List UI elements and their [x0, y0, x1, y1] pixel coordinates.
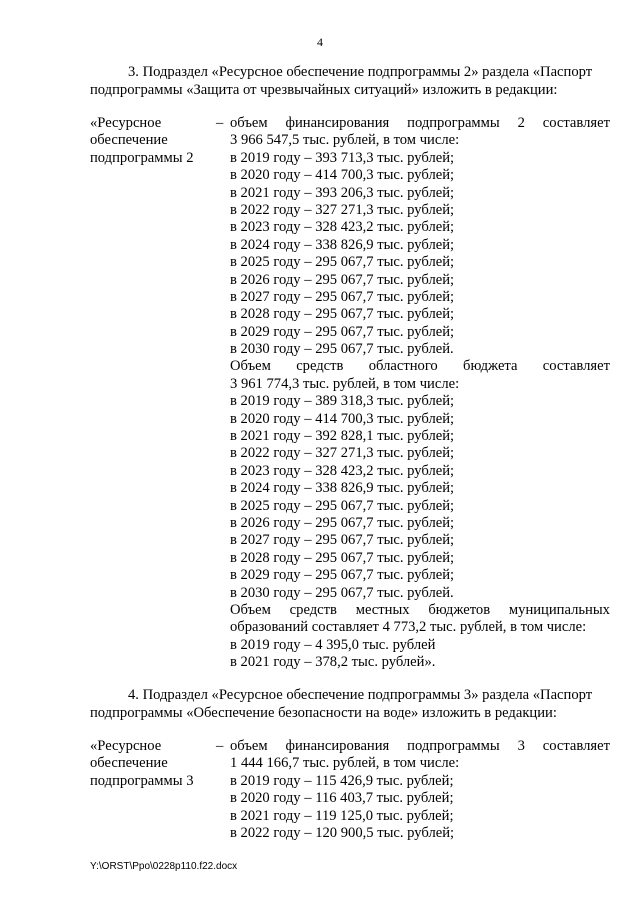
word: составляет	[542, 358, 610, 375]
label-line: обеспечение	[90, 132, 168, 149]
regional-year-list	[230, 393, 610, 602]
word: местных	[355, 601, 410, 618]
year-item: в 2021 году – 393 206,3 тыс. рублей;	[230, 184, 455, 201]
paragraph-3-line-1: 3. Подраздел «Ресурсное обеспечение подпрограммы 2» раздела «Паспорт	[128, 64, 593, 80]
paragraph-4-line-1: 4. Подраздел «Ресурсное обеспечение подпрограммы 3» раздела «Паспорт	[128, 687, 593, 703]
total-amount: 1 444 166,7 тыс. рублей, в том числе:	[230, 755, 460, 772]
word: Объем	[230, 358, 271, 375]
year-item: в 2030 году – 295 067,7 тыс. рублей.	[230, 341, 454, 358]
year-item: в 2019 году – 4 395,0 тыс. рублей	[230, 636, 436, 653]
local-amount: образований составляет 4 773,2 тыс. рублей, в том числе:	[230, 619, 587, 636]
word: подпрограммы	[407, 115, 500, 131]
word: объем	[230, 115, 268, 131]
page-number: 4	[317, 35, 323, 49]
local-budget-line	[230, 602, 610, 619]
year-item: в 2025 году – 295 067,7 тыс. рублей;	[230, 497, 455, 514]
dash: –	[216, 115, 224, 131]
total-funding-line	[230, 115, 610, 132]
section-content	[230, 738, 610, 842]
word: средств	[289, 601, 337, 618]
word: финансирования	[285, 738, 390, 754]
year-item: в 2027 году – 295 067,7 тыс. рублей;	[230, 288, 455, 305]
label-line: подпрограммы 2	[90, 149, 194, 166]
section-label	[90, 115, 216, 672]
section-label	[90, 738, 216, 842]
file-path-footer: Y:\ORST\Ppo\0228p110.f22.docx	[90, 861, 238, 872]
resource-section-subprogram-2	[90, 115, 610, 672]
paragraph-3-intro	[90, 63, 610, 99]
word: объем	[230, 738, 268, 754]
total-amount: 3 966 547,5 тыс. рублей, в том числе:	[230, 132, 460, 149]
regional-budget-line	[230, 358, 610, 375]
year-item: в 2022 году – 120 900,5 тыс. рублей;	[230, 824, 455, 841]
year-item: в 2019 году – 115 426,9 тыс. рублей;	[230, 772, 454, 789]
year-item: в 2019 году – 393 713,3 тыс. рублей;	[230, 149, 455, 166]
year-item: в 2029 году – 295 067,7 тыс. рублей;	[230, 567, 455, 584]
dash: –	[216, 738, 224, 754]
year-item: в 2029 году – 295 067,7 тыс. рублей;	[230, 323, 455, 340]
word: средств	[296, 358, 344, 375]
year-item: в 2030 году – 295 067,7 тыс. рублей.	[230, 584, 454, 601]
year-item: в 2025 году – 295 067,7 тыс. рублей;	[230, 254, 455, 271]
year-item: в 2024 году – 338 826,9 тыс. рублей;	[230, 236, 455, 253]
year-list	[230, 150, 610, 359]
year-item: в 2028 году – 295 067,7 тыс. рублей;	[230, 549, 455, 566]
year-item: в 2024 году – 338 826,9 тыс. рублей;	[230, 480, 455, 497]
year-item: в 2026 году – 295 067,7 тыс. рублей;	[230, 271, 455, 288]
word: Объем	[230, 601, 271, 618]
label-line: «Ресурсное	[90, 738, 162, 754]
word: 2	[517, 115, 525, 131]
year-item: в 2027 году – 295 067,7 тыс. рублей;	[230, 532, 455, 549]
year-item: в 2026 году – 295 067,7 тыс. рублей;	[230, 514, 455, 531]
year-item: в 2021 году – 392 828,1 тыс. рублей;	[230, 428, 455, 445]
label-line: обеспечение	[90, 755, 168, 772]
year-item: в 2022 году – 327 271,3 тыс. рублей;	[230, 201, 455, 218]
year-item: в 2020 году – 116 403,7 тыс. рублей;	[230, 790, 454, 807]
paragraph-3-line-2: подпрограммы «Защита от чрезвычайных ситуаций» изложить в редакции:	[90, 82, 558, 98]
year-item: в 2023 году – 328 423,2 тыс. рублей;	[230, 219, 455, 236]
year-item: в 2022 году – 327 271,3 тыс. рублей;	[230, 445, 455, 462]
resource-section-subprogram-3	[90, 738, 610, 842]
year-item: в 2028 году – 295 067,7 тыс. рублей;	[230, 306, 455, 323]
word: бюджета	[463, 358, 518, 375]
section-content	[230, 115, 610, 672]
year-item: в 2020 году – 414 700,3 тыс. рублей;	[230, 167, 455, 184]
label-line: «Ресурсное	[90, 115, 162, 131]
word: муниципальных	[508, 601, 610, 618]
regional-amount: 3 961 774,3 тыс. рублей, в том числе:	[230, 375, 460, 392]
year-item: в 2023 году – 328 423,2 тыс. рублей;	[230, 462, 455, 479]
year-item: в 2019 году – 389 318,3 тыс. рублей;	[230, 393, 455, 410]
word: 3	[517, 738, 525, 754]
word: подпрограммы	[407, 738, 500, 754]
label-line: подпрограммы 3	[90, 772, 194, 789]
word: финансирования	[285, 115, 390, 131]
total-funding-line	[230, 738, 610, 755]
year-item: в 2020 году – 414 700,3 тыс. рублей;	[230, 410, 455, 427]
year-item: в 2021 году – 119 125,0 тыс. рублей;	[230, 807, 454, 824]
word: областного	[368, 358, 438, 375]
word: составляет	[542, 738, 610, 754]
word: бюджетов	[428, 601, 491, 618]
year-item: в 2021 году – 378,2 тыс. рублей».	[230, 654, 436, 671]
paragraph-4-line-2: подпрограммы «Обеспечение безопасности на воде» изложить в редакции:	[90, 705, 557, 721]
paragraph-4-intro	[90, 686, 610, 722]
word: составляет	[542, 115, 610, 131]
